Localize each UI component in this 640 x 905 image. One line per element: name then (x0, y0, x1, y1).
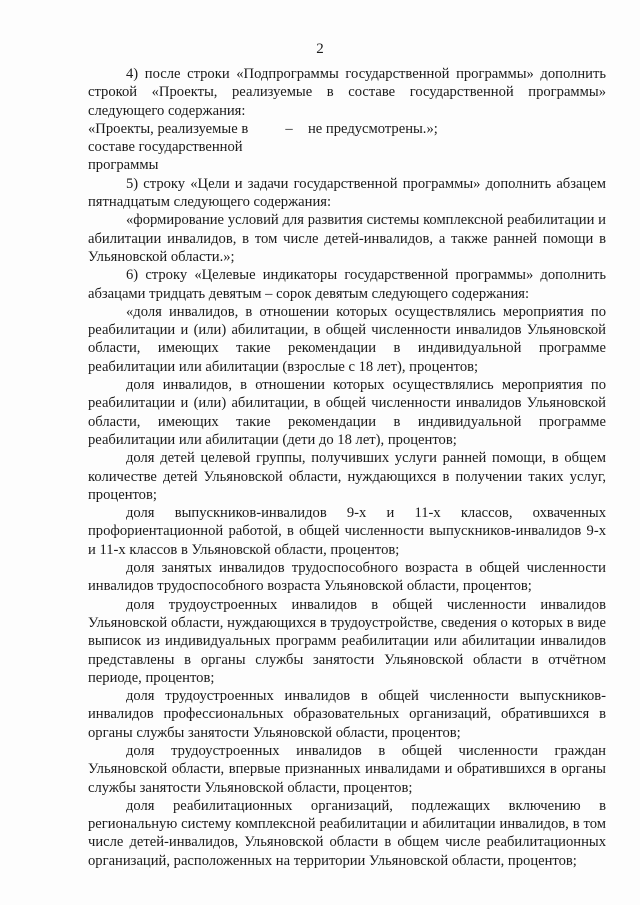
paragraph: 4) после строки «Подпрограммы государственной программы» дополнить строкой «Проекты, реализуемые в составе государственной программы» следующего содержания: (88, 66, 606, 119)
paragraph: доля трудоустроенных инвалидов в общей численности инвалидов Ульяновской области, нуждающихся в трудоустройстве, сведения о которых в виде выписок из индивидуальных программ реабилитации или абилитации инвалидов представлены в органы службы занятости Ульяновской области в отчётном периоде, процентов; (88, 596, 606, 686)
projects-row-dash: – (285, 120, 293, 137)
projects-row-label: «Проекты, реализуемые в составе государственной программы (88, 120, 249, 174)
paragraph: «доля инвалидов, в отношении которых осуществлялись мероприятия по реабилитации и (или) абилитации, в общей численности инвалидов Ульяновской области, имеющих такие рекомендации в индивидуальной программе реабилитации или абилитации (взрослые с 18 лет), процентов; (88, 303, 606, 375)
paragraph: «формирование условий для развития системы комплексной реабилитации и абилитации инвалидов, в том числе детей-инвалидов, а также ранней помощи в Ульяновской области.»; (88, 212, 606, 265)
document-body (88, 65, 606, 870)
paragraph: доля трудоустроенных инвалидов в общей численности выпускников-инвалидов профессиональных образовательных организаций, обратившихся в органы службы занятости Ульяновской области, процентов; (88, 688, 606, 741)
paragraph: доля выпускников-инвалидов 9-х и 11-х классов, охваченных профориентационной работой, в общей численности выпускников-инвалидов 9-х и 11-х классов в Ульяновской области, процентов; (88, 505, 606, 558)
projects-row (88, 120, 606, 175)
projects-row-value: не предусмотрены.»; (308, 120, 438, 137)
paragraph: доля инвалидов, в отношении которых осуществлялись мероприятия по реабилитации и (или) абилитации, в общей численности инвалидов Ульяновской области, имеющих такие рекомендации в индивидуальной программе реабилитации или абилитации (дети до 18 лет), процентов; (88, 377, 606, 448)
paragraph: доля занятых инвалидов трудоспособного возраста в общей численности инвалидов трудоспособного возраста Ульяновской области, процентов; (88, 560, 606, 595)
paragraph: доля детей целевой группы, получивших услуги ранней помощи, в общем количестве детей Ульяновской области, нуждающихся в получении таких услуг, процентов; (88, 450, 606, 503)
paragraph: 6) строку «Целевые индикаторы государственной программы» дополнить абзацами тридцать девятым – сорок девятым следующего содержания: (88, 267, 606, 302)
paragraph: доля трудоустроенных инвалидов в общей численности граждан Ульяновской области, впервые признанных инвалидами и обратившихся в органы службы занятости Ульяновской области, процентов; (88, 742, 606, 796)
page-number: 2 (316, 41, 324, 57)
paragraph: доля реабилитационных организаций, подлежащих включению в региональную систему комплексной реабилитации и абилитации инвалидов, в том числе детей-инвалидов, Ульяновской области в общем числе реабилитационных организаций, расположенных на территории Ульяновской области, процентов; (88, 797, 606, 869)
paragraph: 5) строку «Цели и задачи государственной программы» дополнить абзацем пятнадцатым следующего содержания: (88, 175, 606, 211)
